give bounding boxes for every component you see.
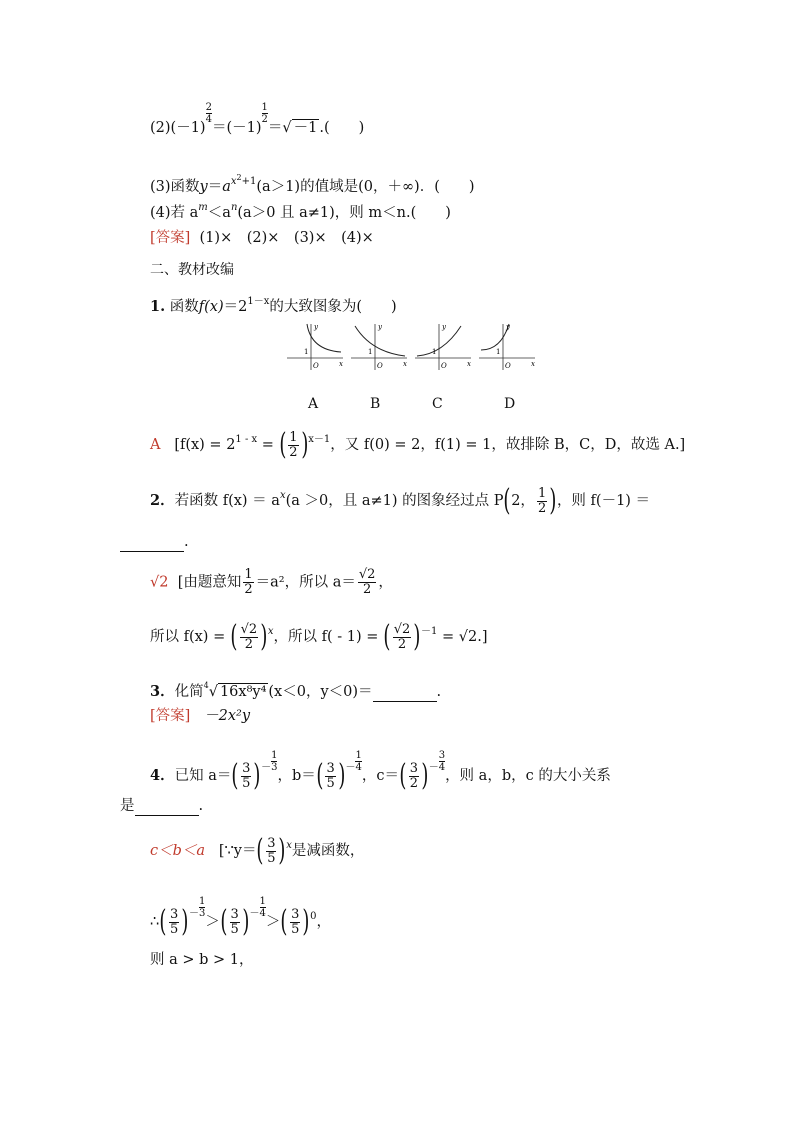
exponent-fraction: $\frac{1}{2}$ (261, 102, 268, 125)
q4-blank-line: 是 . (120, 798, 204, 814)
q2-solution-1: √2 [由题意知 $\frac{1}{2}$ ＝a²，所以 a＝ $\frac{√2}{2}$ ， (150, 567, 393, 597)
root-sign: √ (208, 684, 218, 700)
svg-text:1: 1 (496, 348, 501, 356)
item-4: (4)若 $a^m<a^n(a>0$ 且 a≠1)，则 m＜n.( ) (150, 202, 451, 221)
svg-text:O: O (441, 362, 447, 370)
answer-blank[interactable] (120, 537, 184, 552)
answer-blank[interactable] (135, 801, 199, 816)
answer-row: [答案] (1)× (2)× (3)× (4)× (150, 230, 374, 246)
answer-blank[interactable] (373, 687, 437, 702)
q2-blank-line: . (120, 532, 189, 552)
svg-text:x: x (339, 360, 343, 368)
question-3: 3．化简$^4$√ 16x⁸y⁴ (x＜0，y＜0)＝ . (150, 681, 442, 700)
svg-text:1: 1 (368, 348, 373, 356)
graph-c (415, 323, 471, 370)
option-c-label: C (432, 396, 443, 412)
graph-b (351, 323, 407, 370)
q4-solution-2: ∴( $\frac{3}{5}$ )－ $\frac{1}{3}$ ＞( $\frac{3}{5}$ )－ $\frac{1}{4}$ ＞( $\frac{3}{5}$ )$^0$， (150, 896, 332, 939)
option-a-label: A (308, 396, 319, 412)
option-d-label: D (504, 396, 516, 412)
question-1: 1. 函数$f(x)=2^{1-x}$的大致图象为( ) (150, 296, 397, 315)
q4-solution-1: c＜b＜a [∵y＝( $\frac{3}{5}$ )$^x$是减函数， (150, 833, 365, 868)
svg-text:y: y (506, 323, 510, 331)
graph-a (287, 323, 343, 370)
question-4: 4．已知 a＝( $\frac{3}{5}$ )－ $\frac{1}{3}$ ，b＝( $\frac{3}{5}$ )－ $\frac{1}{4}$ ，c＝( $\frac{3}{2}$ )－ $\frac{3}{4}$ ，则 a，b，c 的大小关系 (150, 750, 611, 793)
item-2: (2)(－1) $\frac{2}{4}$ ＝(－1) $\frac{1}{2}$ ＝√ －1 .( ) (150, 102, 365, 136)
q1-solution: A [$f(x) = 2^{1 - x}$ = ( $\frac{1}{2}$ )$^{x-1}$，又 f(0) = 2，f(1) = 1，故排除 B，C，D，故选 A.] (150, 427, 686, 462)
svg-text:x: x (531, 360, 535, 368)
section-heading: 二、教材改编 (150, 262, 234, 278)
exponent-fraction: $\frac{2}{4}$ (205, 102, 212, 125)
q2-solution-2: 所以 f(x) = ( $\frac{√2}{2}$ )$^x$，所以 f( - 1) = ( $\frac{√2}{2}$ )$^{-1}$ = √2.] (150, 619, 488, 654)
svg-text:O: O (313, 362, 319, 370)
svg-text:y: y (378, 323, 382, 331)
graph-d (479, 323, 535, 370)
option-b-label: B (370, 396, 381, 412)
svg-text:O: O (505, 362, 511, 370)
svg-text:x: x (467, 360, 471, 368)
svg-text:1: 1 (304, 348, 309, 356)
q3-answer: [答案] －2x²y (150, 708, 251, 724)
item-3: (3)函数$y=a^{x^2+1}(a>1)$的值域是(0，＋∞)．( ) (150, 173, 475, 195)
svg-text:y: y (442, 323, 446, 331)
sqrt-sign: √ (282, 120, 292, 136)
option-graphs (285, 320, 545, 372)
svg-text:x: x (403, 360, 407, 368)
svg-text:1: 1 (432, 348, 437, 356)
svg-text:O: O (377, 362, 383, 370)
svg-text:y: y (314, 323, 318, 331)
q4-solution-3: 则 a > b > 1， (150, 952, 254, 968)
question-2: 2．若函数 $f(x) = a^x(a >0$，且 a≠1) 的图象经过点 P(2， $\frac{1}{2}$ )，则 f(－1) ＝ (150, 483, 651, 518)
